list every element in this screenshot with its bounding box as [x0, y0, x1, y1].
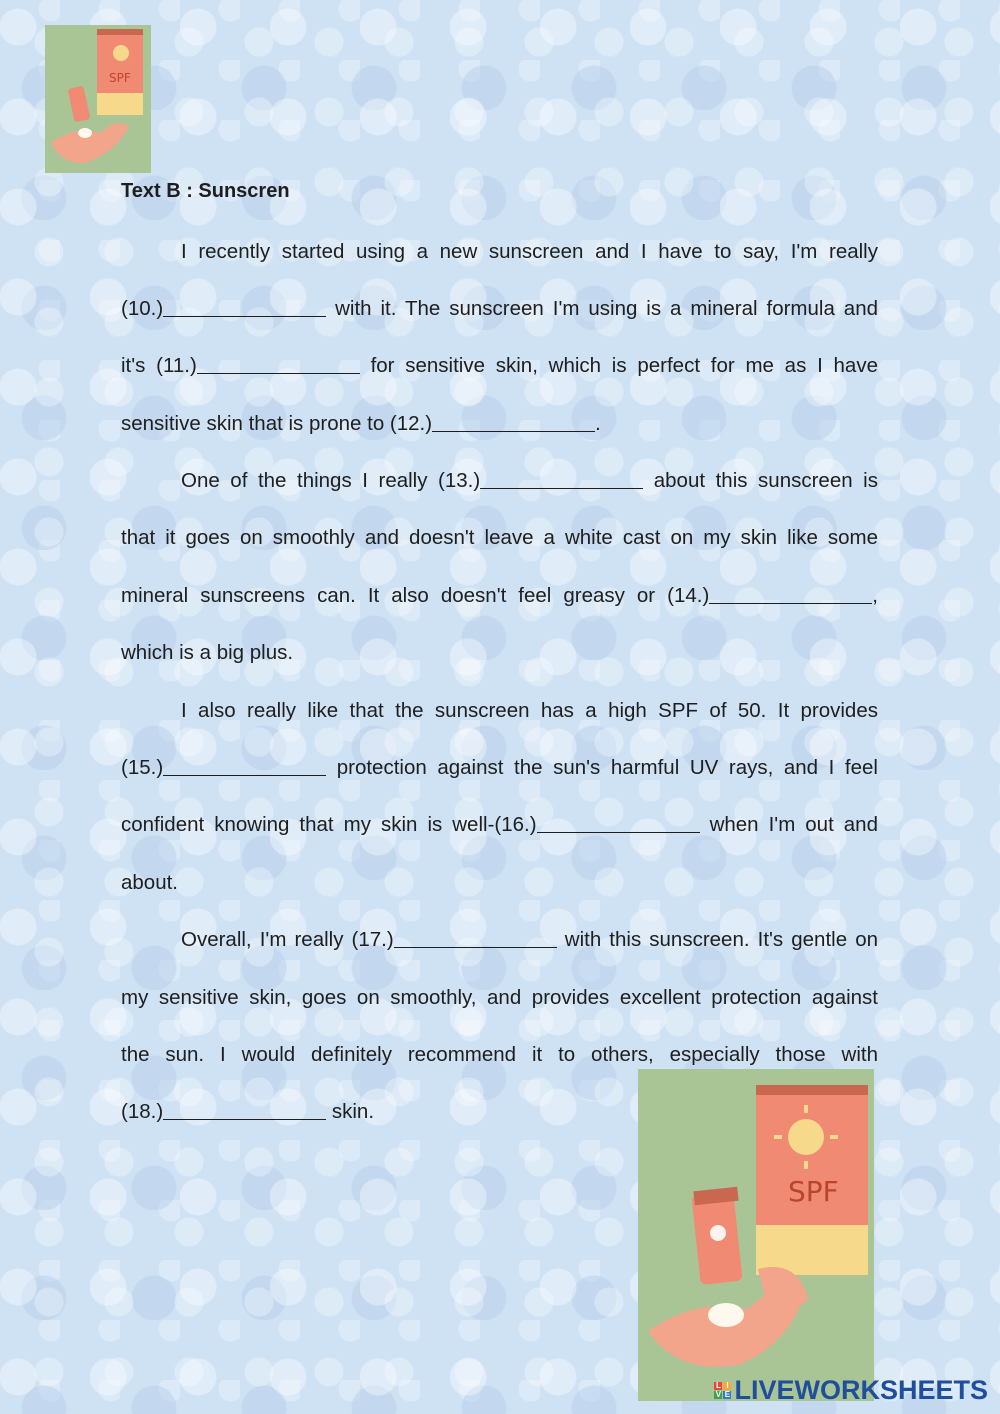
- liveworksheets-logo-icon: L I V E: [715, 1381, 731, 1399]
- text-line: sensitive skin that is prone to (12.) .: [121, 412, 601, 435]
- sunscreen-illustration-small: [45, 25, 151, 173]
- text-line: I recently started using a new sunscreen and I have to say, I'm really: [181, 240, 878, 263]
- answer-blank-15[interactable]: [163, 755, 326, 776]
- text-line: the sun. I would definitely recommend it to others, especially those with: [121, 1043, 878, 1066]
- text-line: (15.) protection against the sun's harmful UV rays, and I feel: [121, 756, 878, 779]
- spf-label: SPF: [109, 71, 131, 85]
- text-line: it's (11.) for sensitive skin, which is perfect for me as I have: [121, 354, 878, 377]
- answer-blank-10[interactable]: [163, 296, 326, 317]
- answer-blank-14[interactable]: [709, 583, 872, 604]
- text-line: about.: [121, 871, 178, 894]
- sunscreen-illustration-large: [638, 1069, 874, 1401]
- text-line: my sensitive skin, goes on smoothly, and provides excellent protection against: [121, 986, 878, 1009]
- brand-name: LIVEWORKSHEETS: [734, 1375, 988, 1405]
- answer-blank-11[interactable]: [197, 353, 360, 374]
- text-line: Overall, I'm really (17.) with this sunscreen. It's gentle on: [181, 928, 878, 951]
- answer-blank-18[interactable]: [163, 1099, 326, 1120]
- liveworksheets-logo: [714, 1375, 988, 1406]
- text-line: (10.) with it. The sunscreen I'm using is a mineral formula and: [121, 297, 878, 320]
- page-title: Text B : Sunscren: [121, 180, 290, 202]
- answer-blank-12[interactable]: [432, 411, 595, 432]
- answer-blank-17[interactable]: [394, 927, 557, 948]
- text-line: I also really like that the sunscreen has a high SPF of 50. It provides: [181, 699, 878, 722]
- text-line: mineral sunscreens can. It also doesn't feel greasy or (14.) ,: [121, 584, 878, 607]
- text-line: confident knowing that my skin is well-(16.) when I'm out and: [121, 813, 878, 836]
- answer-blank-13[interactable]: [480, 468, 643, 489]
- sunscreen-hand-icon: [638, 1069, 874, 1401]
- text-line: One of the things I really (13.) about this sunscreen is: [181, 469, 878, 492]
- answer-blank-16[interactable]: [537, 812, 700, 833]
- text-line: that it goes on smoothly and doesn't leave a white cast on my skin like some: [121, 526, 878, 549]
- text-line: which is a big plus.: [121, 641, 294, 664]
- text-line: (18.) skin.: [121, 1100, 375, 1123]
- spf-label-large: SPF: [788, 1175, 839, 1208]
- sunscreen-tube-icon: [45, 25, 151, 173]
